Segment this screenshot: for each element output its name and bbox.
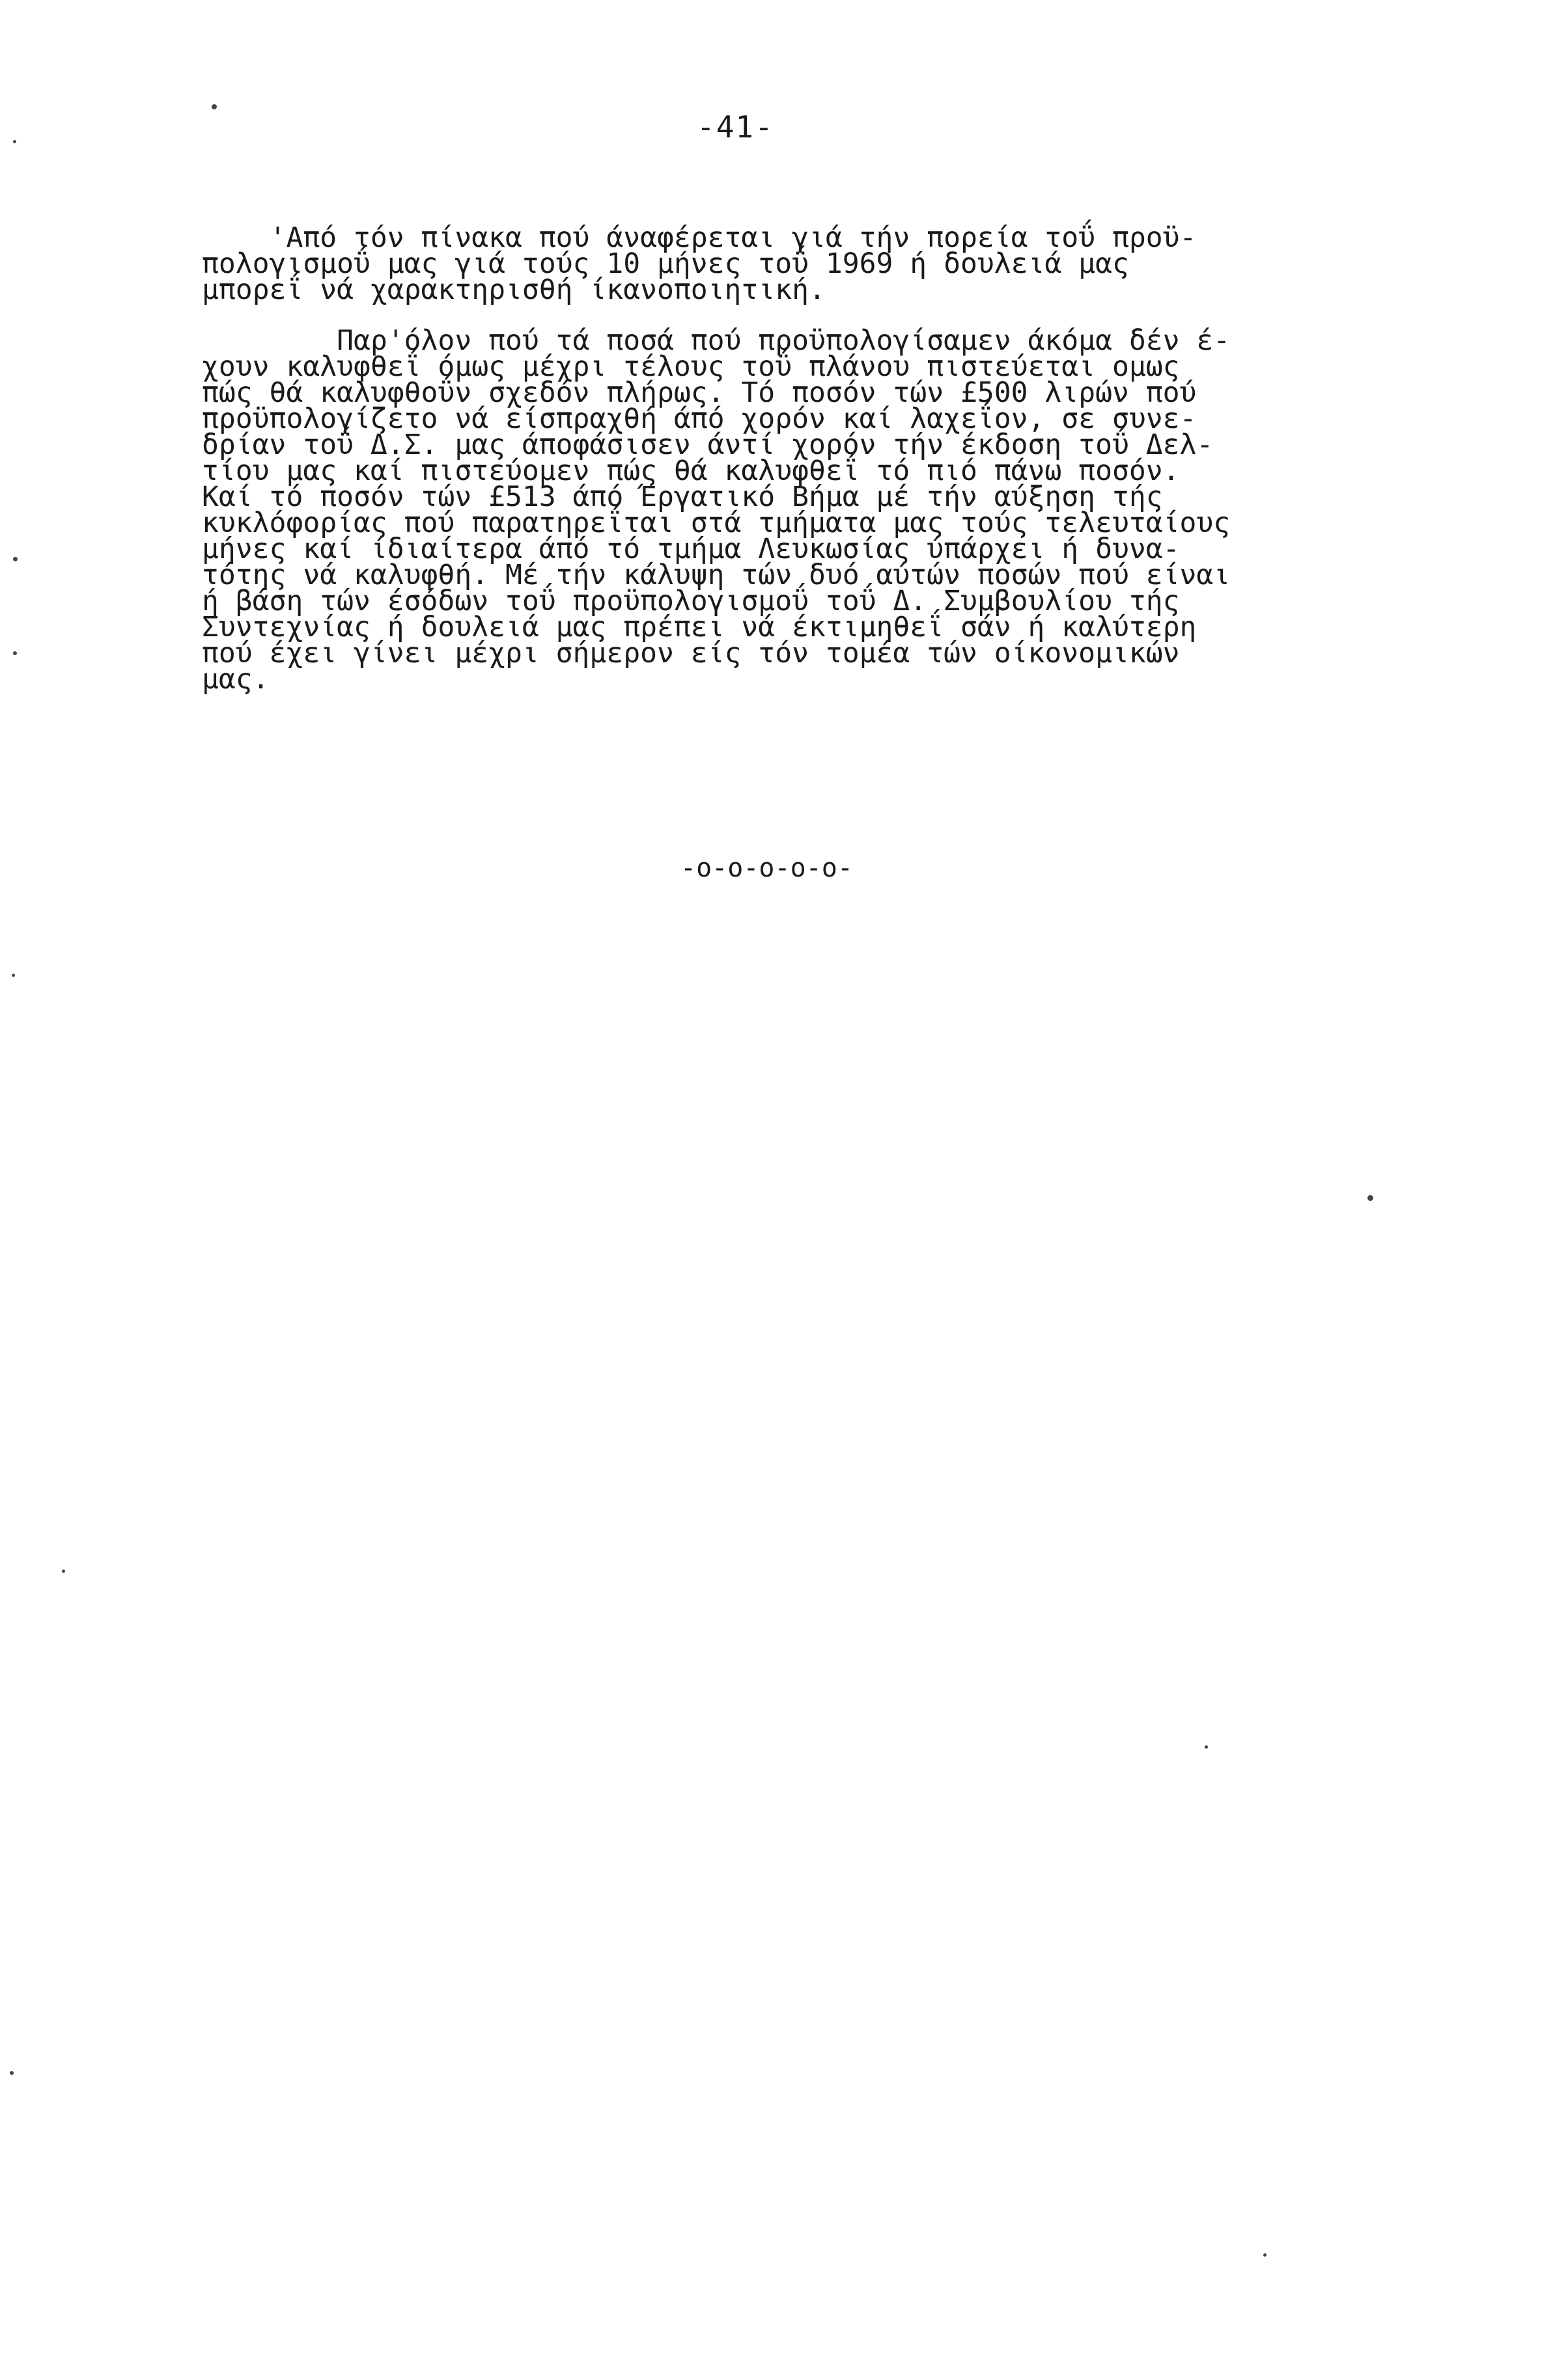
text-line: τίου μας καί πιστεύομεν πώς θά καλυφθεΐ τό πιό πάνω ποσόν.	[202, 455, 1180, 487]
text-line: τότης νά καλυφθή. Μέ τήν κάλυψη τών δυό αύτών ποσών πού είναι	[202, 559, 1231, 591]
scan-speck	[1367, 1195, 1373, 1201]
text-line: δρίαν τοΰ Δ.Σ. μας άποφάσισεν άντί χορόν τήν έκδοση τοΰ Δελ-	[202, 429, 1214, 461]
scan-speck	[212, 104, 217, 109]
text-line: χουν καλυφθεΐ όμως μέχρι τέλους τοΰ πλάνου πιστεύεται ομως	[202, 350, 1180, 383]
text-line: μας.	[202, 663, 270, 696]
scan-speck	[13, 140, 16, 143]
paragraph-2	[202, 324, 1426, 696]
scan-speck	[13, 557, 18, 561]
text-line: μήνες καί ίδιαίτερα άπό τό τμήμα Λευκωσίας ύπάρχει ή δυνα-	[202, 533, 1180, 565]
text-line: 'Από τόν πίνακα πού άναφέρεται γιά τήν πορεία τοΰ προϋ-	[202, 221, 1197, 254]
scan-speck	[12, 974, 15, 977]
text-line: Καί τό ποσόν τών £513 άπό Έργατικό Βήμα μέ τήν αύξηση τής	[202, 481, 1163, 513]
scan-speck	[62, 1570, 65, 1573]
text-line: πού έχει γίνει μέχρι σήμερον είς τόν τομέα τών οίκονομικών	[202, 637, 1180, 669]
text-line: ή βάση τών έσόδων τοΰ προϋπολογισμοΰ τοΰ Δ. Συμβουλίου τής	[202, 585, 1180, 617]
scan-speck	[1263, 2253, 1267, 2257]
scan-speck	[10, 2071, 14, 2075]
text-line: προϋπολογίζετο νά είσπραχθή άπό χορόν καί λαχεΐον, σε συνε-	[202, 402, 1197, 435]
paragraph-1	[202, 221, 1426, 306]
text-line: πολογισμοΰ μας γιά τούς 10 μήνες τοΰ 1969 ή δουλειά μας	[202, 247, 1129, 280]
page-number: -41-	[697, 109, 774, 145]
text-line: Παρ'όλον πού τά ποσά πού προϋπολογίσαμεν άκόμα δέν έ-	[202, 324, 1231, 357]
scan-speck	[1205, 1745, 1208, 1749]
section-separator: -ο-ο-ο-ο-ο-	[680, 853, 853, 883]
text-line: κυκλόφορίας πού παρατηρεΐται στά τμήματα μας τούς τελευταίους	[202, 507, 1231, 539]
body-text	[202, 221, 1426, 696]
text-line: μπορεΐ νά χαρακτηρισθή ίκανοποιητική.	[202, 274, 826, 306]
text-line: πώς θά καλυφθοΰν σχεδόν πλήρως. Τό ποσόν τών £500 λιρών πού	[202, 376, 1197, 409]
text-line: Συντεχνίας ή δουλειά μας πρέπει νά έκτιμηθεΐ σάν ή καλύτερη	[202, 611, 1197, 643]
scan-speck	[13, 651, 17, 655]
